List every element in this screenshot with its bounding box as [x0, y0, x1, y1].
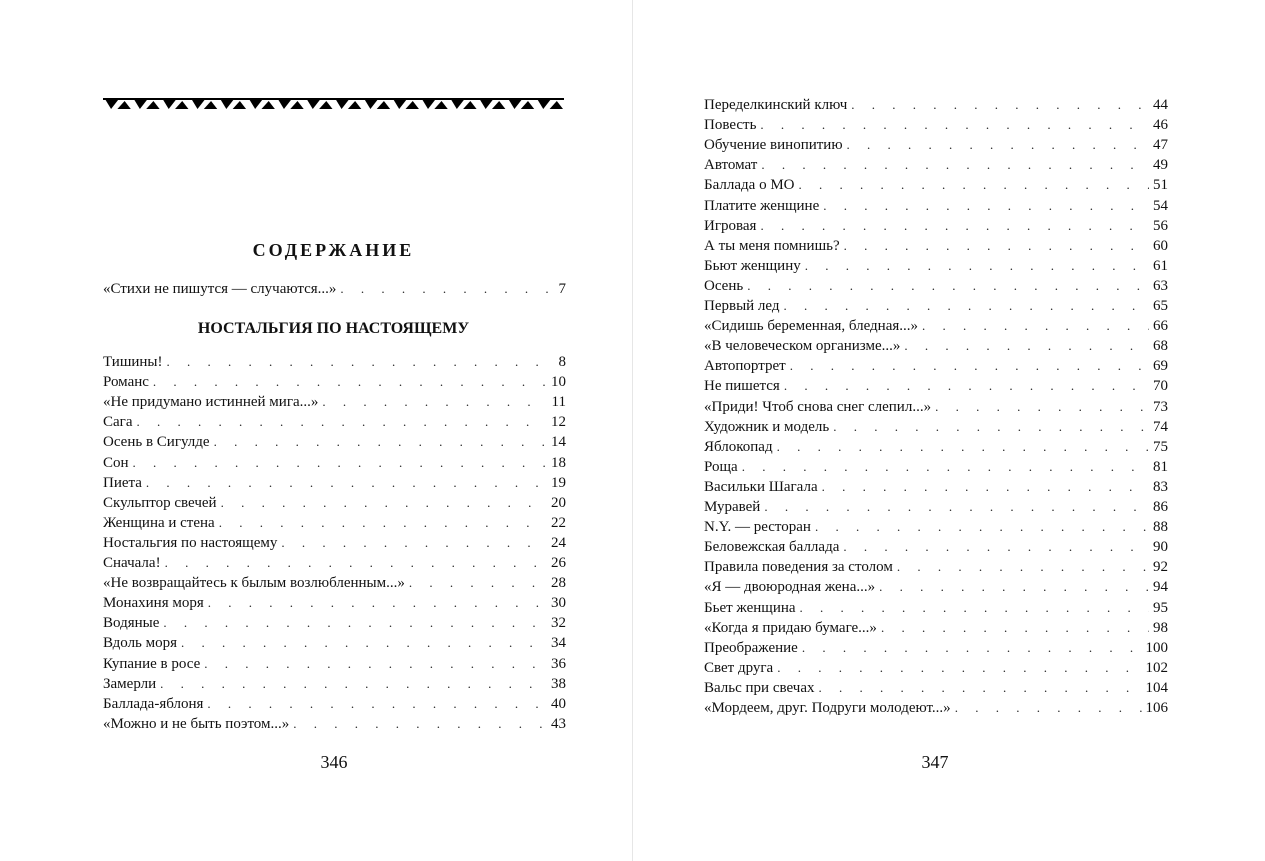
toc-entry[interactable]: [103, 694, 566, 714]
toc-entry-page: 95: [1153, 599, 1168, 616]
toc-entry-title: Вальс при свечах: [704, 679, 815, 696]
toc-leader-dots: [843, 537, 1149, 557]
toc-entry-page: 92: [1153, 559, 1168, 576]
toc-leader-dots: [133, 453, 547, 473]
toc-leader-dots: [761, 155, 1149, 175]
toc-leader-dots: [777, 658, 1141, 678]
toc-entry-page: 74: [1153, 418, 1168, 435]
toc-entry-page: 26: [551, 555, 566, 571]
toc-entry-title: «Можно и не быть поэтом...»: [103, 715, 290, 732]
toc-entry-page: 19: [551, 474, 566, 491]
toc-entry-title: Свет друга: [704, 659, 774, 676]
toc-entry-title: Муравей: [704, 499, 761, 515]
toc-entry[interactable]: [704, 698, 1168, 718]
toc-entry-page: 46: [1153, 117, 1168, 134]
toc-entry[interactable]: [103, 493, 566, 513]
toc-entry-page: 51: [1153, 177, 1168, 194]
toc-entry-title: Сначала!: [103, 555, 161, 571]
toc-entry-page: 44: [1153, 97, 1168, 113]
toc-entry[interactable]: [704, 557, 1168, 577]
toc-entry-page: 65: [1153, 298, 1168, 314]
toc-entry-title: Баллада о МО: [704, 177, 795, 194]
toc-entry[interactable]: [103, 453, 566, 473]
toc-leader-dots: [165, 553, 547, 573]
toc-entry-title: Игровая: [704, 217, 757, 234]
toc-entry-page: 38: [551, 675, 566, 692]
toc-entry[interactable]: [103, 553, 566, 573]
toc-entry-page: 100: [1145, 639, 1168, 656]
ornament-border-icon: [103, 96, 564, 112]
toc-entry-title: Сага: [103, 414, 133, 431]
toc-entry-page: 18: [551, 454, 566, 471]
toc-leader-dots: [799, 175, 1150, 195]
toc-entry-page: 11: [551, 394, 566, 411]
section-title: НОСТАЛЬГИЯ ПО НАСТОЯЩЕМУ: [197, 320, 470, 337]
toc-entry-title: Яблокопад: [704, 438, 773, 455]
toc-leader-dots: [742, 457, 1149, 477]
toc-entry[interactable]: [704, 658, 1168, 678]
toc-leader-dots: [340, 279, 554, 299]
toc-leader-dots: [219, 513, 547, 533]
right-page: [633, 0, 1265, 861]
toc-entry-page: 98: [1153, 619, 1168, 636]
toc-entry-title: Платите женщине: [704, 197, 820, 214]
toc-entry-page: 75: [1153, 438, 1168, 455]
toc-entry-page: 14: [551, 434, 566, 451]
toc-entry[interactable]: [704, 276, 1168, 296]
toc-entry-title: Осень: [704, 277, 744, 294]
toc-entry[interactable]: [103, 473, 566, 493]
toc-entry-title: Автомат: [704, 157, 758, 174]
toc-leader-dots: [881, 618, 1149, 638]
toc-entry-title: Ностальгия по настоящему: [103, 534, 278, 551]
toc-entry[interactable]: [103, 593, 566, 613]
toc-entry-page: 104: [1145, 679, 1168, 696]
toc-leader-dots: [221, 493, 547, 513]
toc-leader-dots: [293, 714, 547, 734]
toc-entry-title: Автопортрет: [704, 358, 786, 375]
toc-entry-page: 81: [1153, 458, 1168, 475]
toc-entry-page: 86: [1153, 499, 1168, 515]
toc-heading: СОДЕРЖАНИЕ: [252, 240, 415, 260]
toc-entry-page: 34: [551, 635, 566, 652]
toc-entry[interactable]: [704, 216, 1168, 236]
toc-leader-dots: [146, 473, 547, 493]
toc-entry-page: 47: [1153, 137, 1168, 154]
toc-leader-dots: [818, 678, 1141, 698]
page-number-right: 347: [921, 752, 949, 772]
toc-entry-title: Правила поведения за столом: [704, 559, 893, 576]
toc-leader-dots: [167, 352, 555, 372]
toc-leader-dots: [844, 236, 1149, 256]
toc-entry[interactable]: [704, 95, 1168, 115]
toc-entry[interactable]: [704, 115, 1168, 135]
toc-entry-title: «Сидишь беременная, бледная...»: [704, 318, 919, 335]
toc-entry-page: 7: [558, 281, 566, 297]
toc-entry-title: Монахиня моря: [103, 595, 204, 612]
toc-entry[interactable]: [704, 537, 1168, 557]
toc-entry-title: Переделкинский ключ: [704, 97, 848, 113]
toc-entry[interactable]: [103, 674, 566, 694]
toc-entry-title: Женщина и стена: [103, 514, 215, 531]
toc-leader-dots: [160, 674, 547, 694]
toc-leader-dots: [815, 517, 1149, 537]
toc-entry-page: 43: [551, 715, 566, 732]
toc-entry[interactable]: [704, 598, 1168, 618]
toc-leader-dots: [322, 392, 547, 412]
toc-leader-dots: [833, 417, 1149, 437]
toc-leader-dots: [955, 698, 1142, 718]
toc-entry[interactable]: [704, 356, 1168, 376]
toc-entry[interactable]: [103, 573, 566, 593]
toc-entry-title: «Мордеем, друг. Подруги молодеют...»: [704, 700, 951, 716]
toc-entry-title: «В человеческом организме...»: [704, 338, 901, 355]
toc-entry-page: 83: [1153, 478, 1168, 495]
toc-entry-title: «Я — двоюродная жена...»: [704, 579, 876, 596]
toc-entry-title: Бьют женщину: [704, 257, 801, 274]
toc-entry-page: 68: [1153, 338, 1168, 355]
toc-leader-dots: [181, 633, 547, 653]
toc-entry-page: 94: [1153, 579, 1168, 596]
toc-entry[interactable]: [103, 533, 566, 553]
toc-entry-page: 20: [551, 494, 566, 511]
toc-entry[interactable]: [704, 135, 1168, 155]
toc-entry-title: «Не возвращайтесь к былым возлюбленным...»: [103, 575, 405, 592]
toc-entry-title: N.Y. — ресторан: [704, 519, 811, 536]
toc-entry-title: А ты меня помнишь?: [704, 237, 840, 254]
toc-entry[interactable]: [704, 256, 1168, 276]
toc-entry-title: Васильки Шагала: [704, 478, 818, 495]
toc-entry[interactable]: [103, 352, 566, 372]
toc-entry-title: Водяные: [103, 615, 160, 632]
toc-entry-title: Художник и модель: [704, 418, 830, 435]
toc-entry[interactable]: [704, 196, 1168, 216]
toc-entry-page: 12: [551, 414, 566, 431]
toc-entry-page: 24: [551, 534, 566, 551]
toc-entry-title: Не пишется: [704, 378, 780, 395]
toc-entry-title: Сон: [103, 454, 129, 471]
toc-entry-title: Бьет женщина: [704, 599, 796, 616]
toc-entry-title: Повесть: [704, 117, 757, 134]
toc-entry[interactable]: [704, 417, 1168, 437]
toc-leader-dots: [764, 497, 1149, 517]
toc-leader-dots: [784, 376, 1149, 396]
toc-entry-page: 60: [1153, 237, 1168, 254]
toc-leader-dots: [760, 115, 1149, 135]
toc-entry-title: Беловежская баллада: [704, 539, 840, 556]
toc-entry-page: 90: [1153, 539, 1168, 556]
toc-entry[interactable]: [704, 155, 1168, 175]
toc-entry[interactable]: [704, 236, 1168, 256]
toc-leader-dots: [800, 598, 1149, 618]
toc-entry[interactable]: [704, 618, 1168, 638]
toc-entry-page: 32: [551, 615, 566, 632]
toc-entry-page: 30: [551, 595, 566, 612]
toc-entry[interactable]: [704, 296, 1168, 316]
toc-entry-page: 61: [1153, 257, 1168, 274]
toc-entry[interactable]: [704, 175, 1168, 195]
toc-leader-dots: [805, 256, 1149, 276]
toc-entry-page: 49: [1153, 157, 1168, 174]
toc-leader-dots: [847, 135, 1149, 155]
toc-entry-title: Первый лед: [704, 298, 780, 314]
toc-entry[interactable]: [704, 397, 1168, 417]
toc-entry-title: Обучение винопитию: [704, 137, 843, 154]
toc-entry-page: 69: [1153, 358, 1168, 375]
toc-entry-title: «Стихи не пишутся — случаются...»: [103, 281, 337, 297]
toc-entry-page: 63: [1153, 277, 1168, 294]
toc-entry[interactable]: [704, 678, 1168, 698]
toc-entry[interactable]: [103, 392, 566, 412]
toc-leader-dots: [208, 593, 547, 613]
toc-entry-title: Пиета: [103, 474, 142, 491]
toc-entry-title: Осень в Сигулде: [103, 434, 210, 451]
toc-entry[interactable]: [103, 613, 566, 633]
toc-entry-page: 40: [551, 695, 566, 712]
toc-entry-title: Роща: [704, 458, 738, 475]
toc-leader-dots: [214, 432, 547, 452]
toc-leader-dots: [777, 437, 1149, 457]
toc-leader-dots: [879, 577, 1149, 597]
toc-leader-dots: [935, 397, 1149, 417]
toc-leader-dots: [204, 654, 547, 674]
toc-entry-page: 66: [1153, 318, 1168, 335]
toc-leader-dots: [790, 356, 1149, 376]
toc-entry-page: 54: [1153, 197, 1168, 214]
toc-entry[interactable]: [103, 513, 566, 533]
toc-entry-page: 36: [551, 655, 566, 672]
toc-leader-dots: [822, 477, 1149, 497]
toc-entry[interactable]: [103, 633, 566, 653]
toc-entry-page: 106: [1145, 700, 1168, 716]
toc-entry-page: 56: [1153, 217, 1168, 234]
toc-entry[interactable]: [704, 376, 1168, 396]
toc-leader-dots: [904, 336, 1149, 356]
toc-entry-page: 28: [551, 575, 566, 592]
toc-entry[interactable]: [704, 477, 1168, 497]
toc-entry-title: Преображение: [704, 639, 798, 656]
toc-leader-dots: [153, 372, 547, 392]
toc-leader-dots: [207, 694, 547, 714]
toc-leader-dots: [760, 216, 1149, 236]
toc-entry-title: Купание в росе: [103, 655, 201, 672]
toc-entry[interactable]: [704, 638, 1168, 658]
toc-leader-dots: [136, 412, 547, 432]
toc-entry-page: 22: [551, 514, 566, 531]
toc-entry-title: «Не придумано истинней мига...»: [103, 394, 319, 411]
toc-leader-dots: [823, 196, 1149, 216]
toc-entry-title: «Приди! Чтоб снова снег слепил...»: [704, 398, 932, 415]
page-number-left: 346: [320, 752, 348, 772]
toc-entry-title: Тишины!: [103, 354, 163, 370]
toc-entry[interactable]: [103, 654, 566, 674]
toc-leader-dots: [409, 573, 547, 593]
toc-intro-entry[interactable]: [103, 279, 566, 299]
toc-entry-title: Скульптор свечей: [103, 494, 217, 511]
toc-entry[interactable]: [704, 577, 1168, 597]
toc-entry[interactable]: [704, 316, 1168, 336]
toc-entry[interactable]: [103, 432, 566, 452]
toc-leader-dots: [897, 557, 1149, 577]
toc-leader-dots: [747, 276, 1149, 296]
toc-entry[interactable]: [704, 336, 1168, 356]
toc-entry-title: «Когда я придаю бумаге...»: [704, 619, 877, 636]
left-page: [0, 0, 632, 861]
toc-entry[interactable]: [103, 412, 566, 432]
toc-leader-dots: [163, 613, 547, 633]
toc-entry[interactable]: [704, 457, 1168, 477]
toc-entry-title: Замерли: [103, 675, 157, 692]
toc-entry-title: Романс: [103, 374, 149, 391]
toc-entry[interactable]: [103, 714, 566, 734]
toc-entry[interactable]: [103, 372, 566, 392]
toc-entry[interactable]: [704, 517, 1168, 537]
toc-entry-title: Баллада-яблоня: [103, 695, 204, 712]
toc-entry-page: 10: [551, 374, 566, 391]
toc-entry[interactable]: [704, 497, 1168, 517]
toc-entry-page: 8: [558, 354, 566, 370]
toc-leader-dots: [922, 316, 1149, 336]
toc-leader-dots: [784, 296, 1149, 316]
toc-leader-dots: [802, 638, 1142, 658]
toc-entry-title: Вдоль моря: [103, 635, 178, 652]
toc-entry-page: 88: [1153, 519, 1168, 536]
toc-leader-dots: [281, 533, 547, 553]
toc-leader-dots: [851, 95, 1149, 115]
toc-entry-page: 102: [1145, 659, 1168, 676]
toc-entry-page: 70: [1153, 378, 1168, 395]
toc-entry[interactable]: [704, 437, 1168, 457]
toc-entry-page: 73: [1153, 398, 1168, 415]
